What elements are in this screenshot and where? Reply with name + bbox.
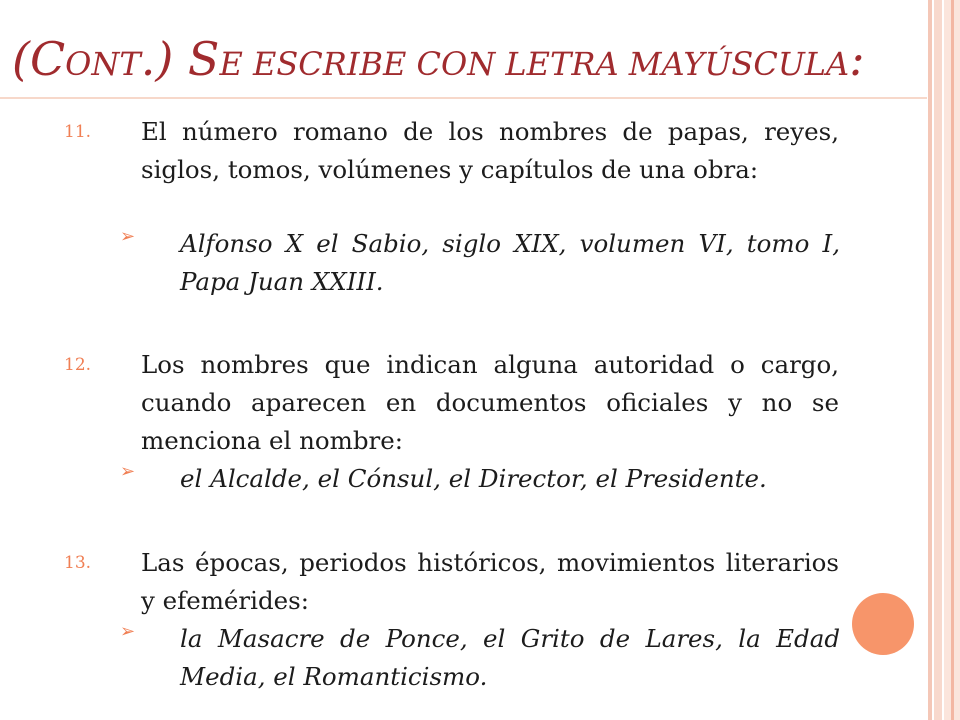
item-example: Alfonso X el Sabio, siglo XIX, volumen VI, tomo I, Papa Juan XXIII. [180,229,840,296]
item-number: 12. [64,355,92,375]
edge-stripe [951,0,954,720]
item-text: Los nombres que indican alguna autoridad o cargo, cuando aparecen en documentos oficiales y no se menciona el nombre: [141,350,839,455]
item-text: El número romano de los nombres de papas, reyes, siglos, tomos, volúmenes y capítulos de una obra: [141,117,839,184]
item-number: 11. [64,122,92,142]
arrow-bullet-icon: ➢ [120,226,136,247]
item-text: Las épocas, periodos históricos, movimientos literarios y efemérides: [141,548,839,615]
item-example: el Alcalde, el Cónsul, el Director, el Presidente. [180,464,767,493]
edge-stripe [934,0,942,720]
slide-title: (CONT.) SE ESCRIBE CON LETRA MAYÚSCULA: [12,32,865,86]
arrow-bullet-icon: ➢ [120,621,136,642]
item-number: 13. [64,553,92,573]
title-underline [0,97,927,99]
item-example: la Masacre de Ponce, el Grito de Lares, la Edad Media, el Romanticismo. [180,624,840,691]
arrow-bullet-icon: ➢ [120,461,136,482]
decorative-circle [852,593,914,655]
edge-stripe [928,0,932,720]
